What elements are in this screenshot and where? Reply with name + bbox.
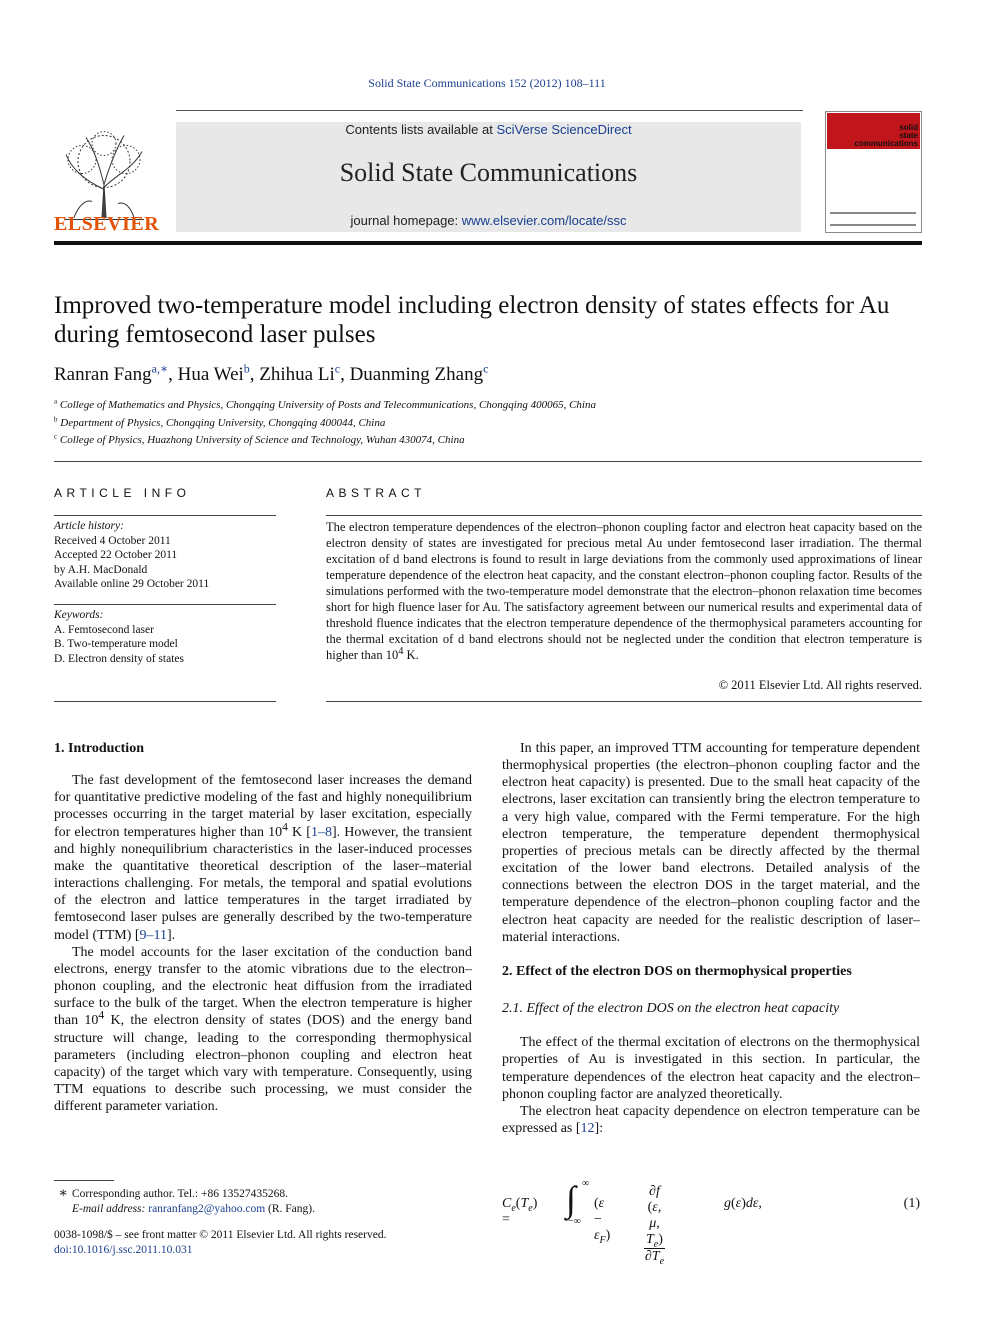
- reference-link[interactable]: 9–11: [139, 927, 168, 943]
- author-email-link[interactable]: ranranfang2@yahoo.com: [148, 1203, 266, 1215]
- elsevier-wordmark: ELSEVIER: [54, 213, 160, 235]
- affiliation: $^b$ Department of Physics, Chongqing University, Chongqing 400044, China: [54, 414, 386, 429]
- paragraph: In this paper, an improved TTM accounting for temperature dependent thermophysical properties (the electron–phonon coupling factor and the electron heat capacity) is presented. Due to the small heat capacity of the electrons, laser excitation can transiently bring the electron temperature to a very high value, compared with the Fermi temperature. For the high electron temperature, the temperature dependent thermophysical properties of precious metals can be directly affected by the thermal excitation of the lower band electrons. Detailed analysis of the connections between the electron DOS in the target material, and the temperature dependence of the electron–phonon coupling factor and the electron heat capacity are needed for the realistic description of laser–material interactions.: [502, 741, 920, 945]
- equation-1: $C_e(T_e)$ = ∫ ∞ −∞ $(\varepsilon - \varepsilon_F)$ $\frac{\partial f (\varepsilon, \mu, T_e)}{\partial T_e}$ g(ε)dε, (1): [502, 1178, 920, 1267]
- body-right-column: [502, 740, 920, 1137]
- author-list: [54, 361, 489, 386]
- article-history: Article history: Received 4 October 2011 Accepted 22 October 2011 by A.H. MacDonald Available online 29 October 2011: [54, 520, 210, 590]
- keywords: Keywords: A. Femtosecond laser B. Two-temperature model D. Electron density of states: [54, 609, 184, 665]
- equation-number: (1): [903, 1196, 920, 1211]
- paragraph: The model accounts for the laser excitation of the conduction band electrons, energy transfer to the atomic vibrations due to the electron–phonon coupling, and the electronic heat diffusion from the irradiated surface to the bulk of the target. When the electron temperature is higher than $10^4$ K, the electron density of states (DOS) and the energy band structure will change, leading to the corresponding thermophysical parameters (including electron–phonon coupling and electron heat capacity) of the target which vary with temperature. Consequently, using TTM equations to describe such processing, we must consider the different parameter variation.: [54, 944, 473, 1115]
- affiliation: $^a$ College of Mathematics and Physics, Chongqing University of Posts and Telecommunications, Chongqing 400065, China: [54, 397, 596, 411]
- article-info-heading: ARTICLE INFO: [54, 486, 191, 500]
- divider: [54, 604, 276, 605]
- author: Ranran Fang$^{a,∗}$,: [54, 361, 178, 385]
- affiliations: [54, 397, 596, 450]
- journal-masthead: [176, 122, 801, 232]
- journal-citation[interactable]: Solid State Communications 152 (2012) 108–111: [368, 76, 606, 90]
- header-thick-rule: [54, 241, 922, 245]
- paragraph: The fast development of the femtosecond laser increases the demand for quantitative predictive modeling of the fast and highly nonequilibrium processes occurring in the target material by laser excitation, especially for electron temperatures higher than $10^4$ K [1–8]. However, the transient and highly nonequilibrium characteristics in the laser-induced processes make the quantitative theoretical description of the laser–material interactions challenging. For metals, the temporal and spatial evolutions of the electron and lattice temperatures in the target irradiated by femtosecond laser pulses are generally described by the two-temperature model (TTM) [9–11].: [54, 773, 472, 943]
- journal-homepage-link[interactable]: www.elsevier.com/locate/ssc: [461, 213, 627, 228]
- author: Hua Wei$^b$,: [177, 361, 260, 385]
- subsection-heading: 2.1. Effect of the electron DOS on the electron heat capacity: [502, 1001, 840, 1017]
- affiliation-rule: [54, 461, 922, 462]
- homepage-line: journal homepage: www.elsevier.com/locate/ssc: [350, 213, 627, 228]
- header-rule: [176, 110, 803, 111]
- affiliation: $^c$ College of Physics, Huazhong University of Science and Technology, Wuhan 430074, China: [54, 432, 465, 446]
- journal-name: Solid State Communications: [339, 158, 638, 187]
- section-heading: 2. Effect of the electron DOS on thermophysical properties: [502, 963, 852, 979]
- abstract-copyright: © 2011 Elsevier Ltd. All rights reserved.: [718, 678, 922, 692]
- reference-link[interactable]: 12: [580, 1120, 595, 1136]
- abstract-text: The electron temperature dependences of the electron–phonon coupling factor and electron heat capacity based on the electron density of states are investigated for precious metal Au under femtosecond laser irradiation. The thermal excitation of d band electrons is found to result in large deviations from the commonly used approximations of linear temperature dependence of the electron heat capacity, and the constant electron–phonon coupling factor. Results of the simulations performed with the two-temperature model demonstrate that the electron–phonon relaxation time becomes short for high fluence laser for Au. The satisfactory agreement between our numerical results and experimental data of threshold fluence indicates that the electron temperature dependence of the thermophysical parameters accounting for the thermal excitation of d band electrons should not be neglected under the condition that electron temperature is higher than $10^4$ K.: [326, 520, 922, 662]
- doi-link[interactable]: doi:10.1016/j.ssc.2011.10.031: [54, 1244, 193, 1256]
- sciencedirect-link[interactable]: SciVerse ScienceDirect: [496, 122, 632, 137]
- contents-line: Contents lists available at SciVerse ScienceDirect: [345, 122, 632, 137]
- corresponding-author-footnote: ∗ Corresponding author. Tel.: +86 13527435268. E-mail address: ranranfang2@yahoo.com (R. Fang).: [58, 1186, 315, 1215]
- front-matter: 0038-1098/$ – see front matter © 2011 Elsevier Ltd. All rights reserved. doi:10.1016/j.ssc.2011.10.031: [54, 1228, 472, 1258]
- section-heading: 1. Introduction: [54, 741, 144, 756]
- divider: [54, 515, 276, 516]
- divider: [54, 701, 276, 702]
- journal-cover-thumbnail: [825, 111, 922, 233]
- divider: [326, 701, 922, 702]
- footnote-rule: [54, 1180, 114, 1181]
- cover-title: solid state communications: [854, 123, 918, 148]
- abstract-heading: ABSTRACT: [326, 486, 427, 500]
- paragraph: The electron heat capacity dependence on electron temperature can be expressed as [12]:: [502, 1103, 920, 1136]
- reference-link[interactable]: 1–8: [310, 824, 332, 840]
- body-left-column: [54, 740, 472, 1115]
- article-title: Improved two-temperature model including electron density of states effects for Au during femtosecond laser pulses: [54, 292, 890, 348]
- divider: [326, 515, 922, 516]
- author: Zhihua Li$^c$,: [259, 361, 350, 385]
- author: Duanming Zhang$^c$: [349, 361, 489, 385]
- paragraph: The effect of the thermal excitation of electrons on the thermophysical properties of Au is investigated in this section. In particular, the temperature dependences of the electron heat capacity and the electron–phonon coupling factor are analyzed theoretically.: [502, 1035, 920, 1102]
- cover-footer-lines: [830, 212, 916, 226]
